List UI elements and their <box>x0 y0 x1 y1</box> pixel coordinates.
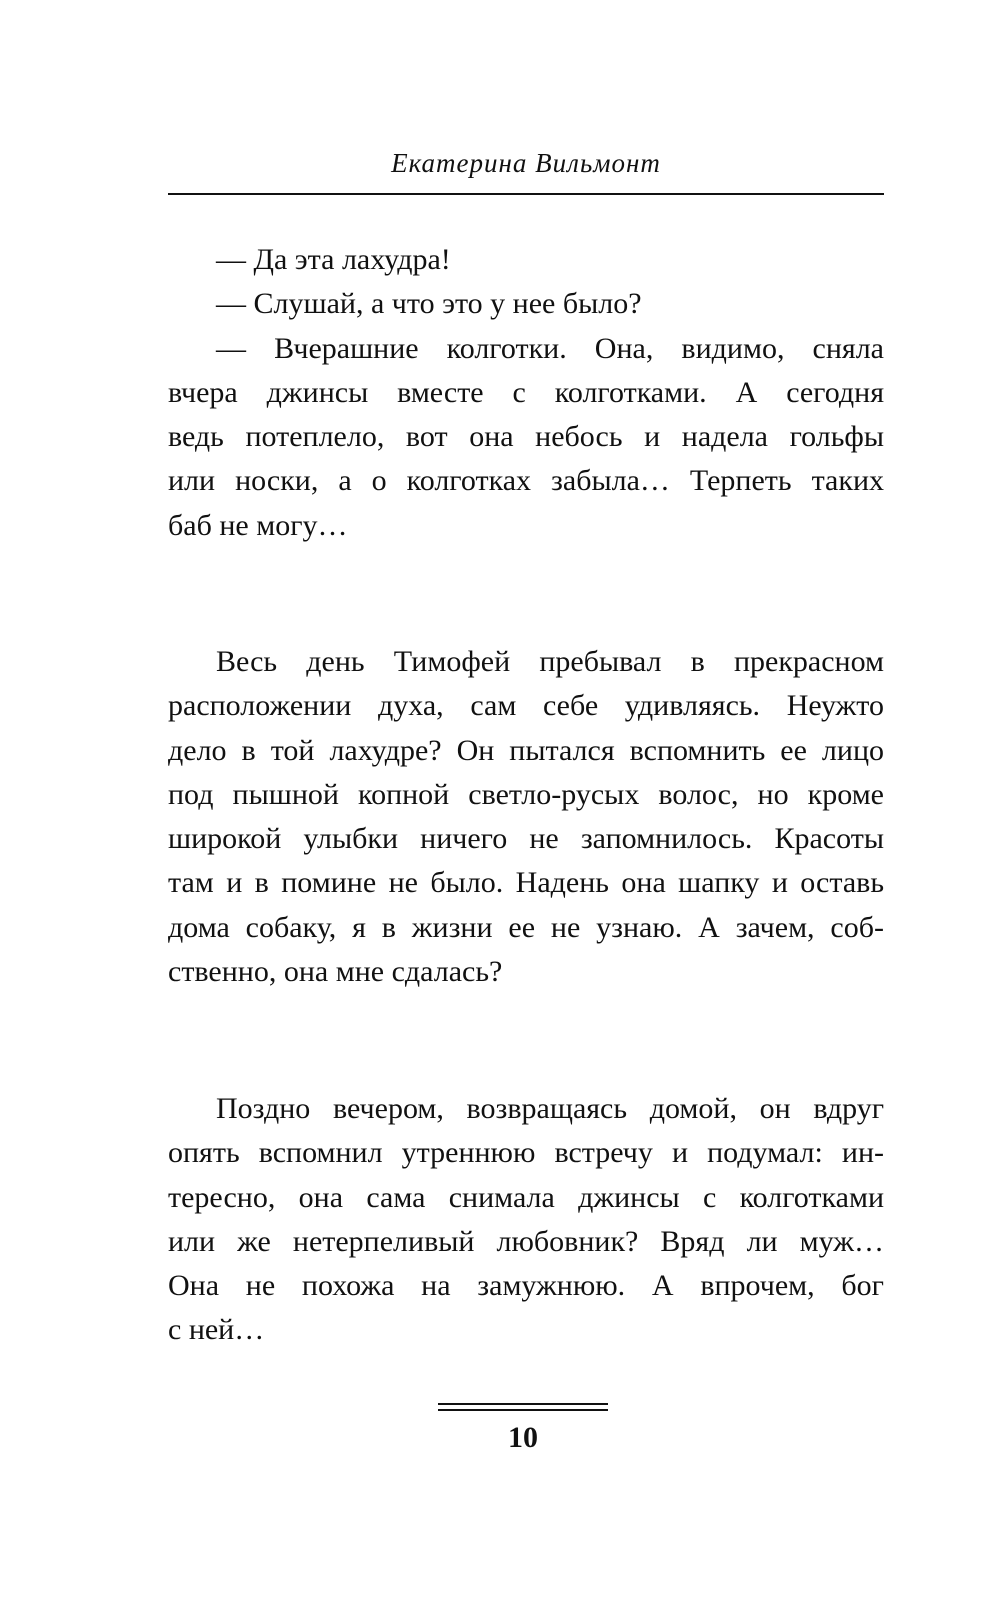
paragraph-line: Поздно вечером, возвращаясь домой, он вдруг <box>216 1092 884 1125</box>
paragraph-line: или же нетерпеливый любовник? Вряд ли муж… <box>168 1224 884 1258</box>
dialogue-line: ведь потеплело, вот она небось и надела гольфы <box>168 420 884 454</box>
paragraph-line: ственно, она мне сдалась? <box>168 955 503 989</box>
paragraph-line: Она не похожа на замужнюю. А впрочем, бог <box>168 1269 884 1303</box>
header-rule <box>168 193 884 195</box>
footer-ornament-rules <box>438 1403 608 1415</box>
dialogue-line: — Слушай, а что это у нее было? <box>216 287 642 321</box>
paragraph-line: расположении духа, сам себе удивляясь. Неужто <box>168 689 884 723</box>
paragraph-line: опять вспомнил утреннюю встречу и подумал: ин- <box>168 1136 884 1170</box>
paragraph-two <box>168 1087 884 1353</box>
paragraph-one <box>168 640 884 994</box>
dialogue-line: баб не могу… <box>168 508 348 542</box>
dialogue-block <box>168 238 884 548</box>
dialogue-line: — Вчерашние колготки. Она, видимо, сняла <box>216 331 884 365</box>
footer-rule <box>438 1403 608 1405</box>
paragraph-line: дома собаку, я в жизни ее не узнаю. А зачем, соб- <box>168 910 884 944</box>
dialogue-line: вчера джинсы вместе с колготками. А сегодня <box>168 375 884 409</box>
paragraph-line: под пышной копной светло-русых волос, но кроме <box>168 777 884 811</box>
footer-rule <box>438 1409 608 1411</box>
paragraph-line: тересно, она сама снимала джинсы с колготками <box>168 1180 884 1214</box>
paragraph-line: широкой улыбки ничего не запомнилось. Красоты <box>168 822 884 856</box>
dialogue-line: — Да эта лахудра! <box>216 243 451 276</box>
paragraph-line: там и в помине не было. Надень она шапку и оставь <box>168 866 884 900</box>
paragraph-line: дело в той лахудре? Он пытался вспомнить ее лицо <box>168 733 884 767</box>
paragraph-line: с ней… <box>168 1313 265 1347</box>
page-number: 10 <box>508 1421 538 1454</box>
dialogue-line: или носки, а о колготках забыла… Терпеть таких <box>168 464 884 498</box>
paragraph-line: Весь день Тимофей пребывал в прекрасном <box>216 645 884 678</box>
running-header-author: Екатерина Вильмонт <box>391 148 661 178</box>
